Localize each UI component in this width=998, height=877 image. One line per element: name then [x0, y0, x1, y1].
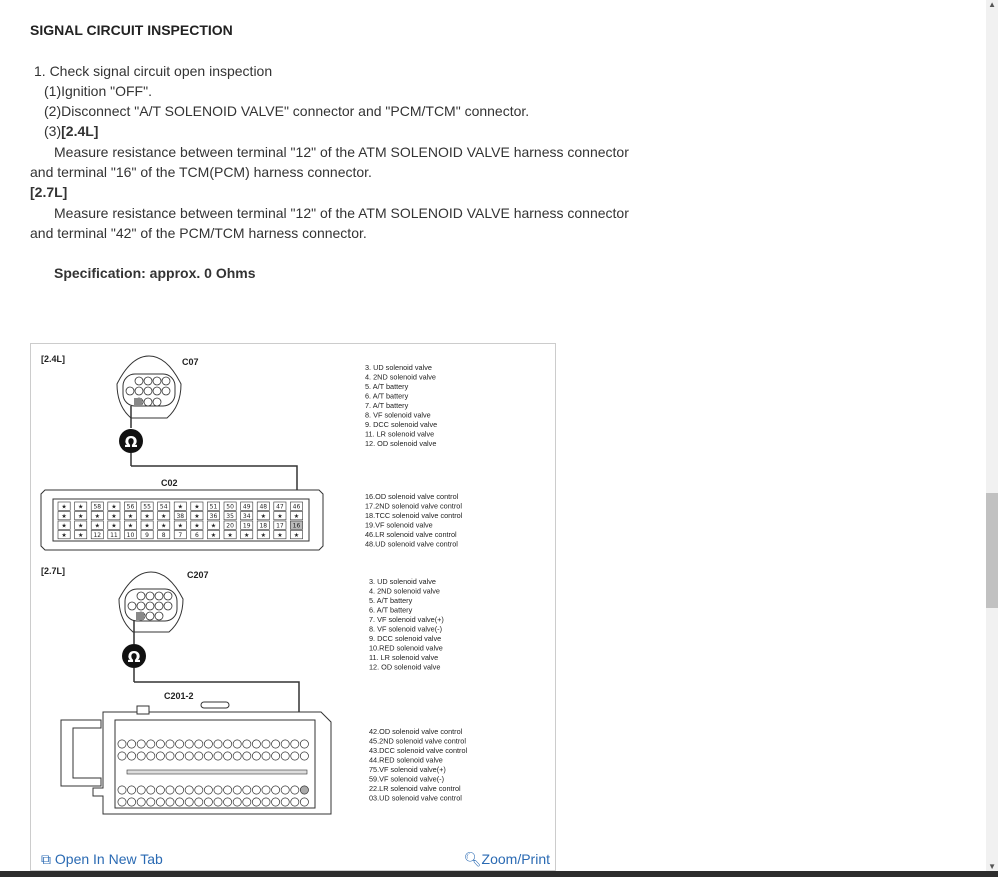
c02-terminal-label: 58 — [93, 503, 102, 511]
legend-entry: 11. LR solenoid valve — [365, 429, 435, 439]
c201-2-pin — [166, 752, 174, 760]
figure-footer — [31, 848, 555, 870]
c07-label: C07 — [182, 357, 199, 367]
c02-terminal-label: 56 — [126, 503, 135, 511]
c201-2-pin — [281, 740, 289, 748]
c201-2-pin — [137, 752, 145, 760]
c201-2-pin — [156, 752, 164, 760]
c201-2-pin — [176, 798, 184, 806]
c201-2-pin — [147, 798, 155, 806]
legend-entry: 8. VF solenoid valve(-) — [369, 624, 442, 634]
c201-2-pin — [147, 740, 155, 748]
c201-2-pin — [204, 752, 212, 760]
c07-legend — [365, 363, 437, 448]
c02-terminal-label: ★ — [177, 522, 183, 530]
c201-2-pin — [224, 798, 232, 806]
c02-terminal-label: ★ — [244, 532, 250, 540]
c02-terminal-label: 17 — [276, 522, 284, 530]
svg-text:Ω: Ω — [127, 648, 141, 666]
c201-2-pin — [233, 798, 241, 806]
c02-terminal-label: ★ — [61, 513, 67, 521]
c201-2-pin — [156, 786, 164, 794]
c201-2-pin — [204, 798, 212, 806]
c201-2-connector — [61, 702, 331, 814]
c201-2-pin — [147, 786, 155, 794]
c201-2-pin — [281, 786, 289, 794]
c02-terminal-label: ★ — [277, 513, 283, 521]
c201-2-pin — [166, 786, 174, 794]
legend-entry: 11. LR solenoid valve — [369, 653, 439, 662]
c201-2-pin — [233, 752, 241, 760]
c201-2-pin — [185, 740, 193, 748]
legend-entry: 18.TCC solenoid valve control — [365, 511, 463, 520]
c02-terminal-label: ★ — [78, 522, 84, 530]
c02-terminal-label: ★ — [111, 522, 117, 530]
legend-entry: 7. VF solenoid valve(+) — [369, 615, 444, 624]
legend-entry: 43.DCC solenoid valve control — [369, 746, 468, 755]
c02-terminal-label: 36 — [209, 513, 218, 521]
c02-terminal-label: ★ — [277, 532, 283, 540]
c02-terminal-label: 55 — [143, 503, 151, 511]
legend-entry: 42.OD solenoid valve control — [369, 727, 463, 736]
c02-terminal-label: ★ — [194, 522, 200, 530]
c02-terminal-label: ★ — [177, 503, 183, 511]
c201-2-pin — [118, 798, 126, 806]
c02-terminal-label: ★ — [227, 532, 233, 540]
c02-terminal-label: 49 — [242, 503, 251, 511]
c201-2-pin — [300, 740, 308, 748]
open-tab-icon: ⧉ — [41, 851, 51, 867]
c201-2-pin — [156, 798, 164, 806]
c02-terminal-label: ★ — [194, 503, 200, 511]
measure-2-4l-line2: and terminal "16" of the TCM(PCM) harness connector. — [30, 164, 372, 180]
c02-terminal-label: 9 — [145, 532, 150, 540]
c02-terminal-label: 50 — [226, 503, 234, 511]
legend-entry: 4. 2ND solenoid valve — [369, 586, 440, 596]
c201-2-pin — [195, 798, 203, 806]
zoom-icon: 🔍︎ — [463, 851, 482, 867]
c02-terminal-label: ★ — [210, 522, 217, 530]
bottom-taskbar — [0, 871, 998, 877]
c02-terminal-label: ★ — [78, 503, 84, 511]
c02-terminal-label: ★ — [210, 532, 217, 540]
c201-2-pin — [128, 798, 136, 806]
legend-entry: 7. A/T battery — [365, 401, 409, 410]
c201-2-pin — [262, 798, 270, 806]
c02-terminal-label: 47 — [276, 503, 284, 511]
legend-entry: 9. DCC solenoid valve — [365, 420, 438, 429]
c02-terminal-label: 54 — [159, 503, 168, 511]
c02-terminal-label: 11 — [110, 532, 118, 540]
legend-entry: 3. UD solenoid valve — [369, 577, 436, 586]
c201-2-pin — [281, 798, 289, 806]
c201-2-pin — [233, 786, 241, 794]
c201-2-pin — [185, 752, 193, 760]
c201-2-pin — [137, 740, 145, 748]
c02-terminal-label: ★ — [111, 503, 117, 511]
measure-2-4l-line1: Measure resistance between terminal "12" of the ATM SOLENOID VALVE harness connector — [54, 144, 629, 160]
step-1: 1. Check signal circuit open inspection — [34, 63, 273, 79]
c201-2-pin — [243, 786, 251, 794]
c201-2-pin — [185, 798, 193, 806]
c02-terminal-label: ★ — [293, 532, 300, 540]
legend-entry: 6. A/T battery — [369, 605, 413, 615]
c02-terminal-label: 38 — [176, 513, 185, 521]
c201-2-pin — [204, 740, 212, 748]
c02-terminal-label: ★ — [293, 513, 300, 521]
c201-2-pin — [300, 752, 308, 760]
c02-terminal-label: ★ — [94, 522, 100, 530]
c201-2-pin — [214, 786, 222, 794]
c02-terminal-label: ★ — [127, 522, 134, 530]
c201-2-pin — [272, 752, 280, 760]
c207-label: C207 — [187, 570, 209, 580]
c201-2-pin — [243, 752, 251, 760]
legend-entry: 12. OD solenoid valve — [365, 439, 437, 448]
engine-label-2-4l: [2.4L] — [61, 123, 99, 139]
c02-terminal-label: 10 — [126, 532, 135, 540]
c201-2-pin — [252, 752, 260, 760]
c201-2-pin — [262, 786, 270, 794]
specification: Specification: approx. 0 Ohms — [54, 265, 256, 281]
open-new-tab-link[interactable]: ⧉ Open In New Tab — [41, 851, 163, 867]
legend-entry: 12. OD solenoid valve — [369, 662, 441, 672]
c201-2-pin — [128, 740, 136, 748]
c201-2-pin — [118, 752, 126, 760]
legend-entry: 22.LR solenoid valve control — [369, 784, 461, 793]
c02-terminal-label: ★ — [127, 513, 134, 521]
c02-label: C02 — [161, 478, 178, 488]
svg-text:Ω: Ω — [124, 433, 138, 451]
step-1-2: (2)Disconnect "A/T SOLENOID VALVE" connector and "PCM/TCM" connector. — [44, 103, 530, 119]
c201-2-pin — [252, 740, 260, 748]
c02-terminal-label: ★ — [194, 513, 200, 521]
c02-terminal-label: ★ — [260, 513, 266, 521]
c201-2-pin — [214, 798, 222, 806]
c201-2-pin — [195, 786, 203, 794]
c02-terminal-label: 16 — [292, 522, 301, 530]
wiring-diagram — [31, 344, 557, 849]
c02-terminal-label: ★ — [260, 532, 266, 540]
c201-2-pin — [195, 740, 203, 748]
c201-2-pin — [156, 740, 164, 748]
vertical-scrollbar[interactable] — [986, 0, 998, 877]
c207-legend — [369, 577, 444, 672]
c02-terminal-label: ★ — [61, 532, 67, 540]
step-1-3-prefix: (3) — [44, 123, 62, 139]
legend-entry: 8. VF solenoid valve — [365, 410, 431, 420]
legend-entry: 19.VF solenoid valve — [365, 520, 433, 530]
zoom-print-link[interactable]: 🔍︎Zoom/Print — [463, 851, 550, 867]
legend-entry: 5. A/T battery — [369, 596, 413, 605]
page-title: SIGNAL CIRCUIT INSPECTION — [30, 22, 233, 38]
c201-2-pin — [281, 752, 289, 760]
legend-entry: 3. UD solenoid valve — [365, 363, 432, 372]
legend-entry: 16.OD solenoid valve control — [365, 492, 459, 501]
scroll-up-arrow-icon[interactable]: ▲ — [988, 0, 996, 9]
c02-terminal-label: 34 — [242, 513, 251, 521]
legend-entry: 10.RED solenoid valve — [369, 643, 443, 653]
c02-terminal-label: ★ — [61, 503, 67, 511]
c201-2-pin — [185, 786, 193, 794]
c201-2-pin — [300, 798, 308, 806]
c02-terminal-label: 19 — [242, 522, 251, 530]
c02-terminal-label: 8 — [161, 532, 166, 540]
c02-terminal-label: 6 — [194, 532, 199, 540]
c02-terminal-label: 48 — [259, 503, 268, 511]
c201-2-pin — [272, 798, 280, 806]
c201-2-pin — [137, 786, 145, 794]
c02-terminal-label: ★ — [61, 522, 67, 530]
c201-2-pin — [176, 752, 184, 760]
c201-2-pin — [137, 798, 145, 806]
c201-2-pin — [262, 752, 270, 760]
c02-terminal-label: ★ — [78, 532, 84, 540]
c201-2-pin — [147, 752, 155, 760]
scrollbar-thumb[interactable] — [986, 493, 998, 608]
legend-entry: 5. A/T battery — [365, 382, 409, 391]
c02-terminal-label: ★ — [144, 522, 150, 530]
c02-terminal-label: 51 — [209, 503, 218, 511]
c201-2-pin — [233, 740, 241, 748]
c201-2-pin — [243, 740, 251, 748]
section-2-4l-label: [2.4L] — [41, 354, 66, 364]
legend-entry: 4. 2ND solenoid valve — [365, 372, 436, 382]
legend-entry: 75.VF solenoid valve(+) — [369, 765, 446, 774]
c201-2-pin — [204, 786, 212, 794]
legend-entry: 45.2ND solenoid valve control — [369, 736, 466, 746]
section-2-7l-label: [2.7L] — [41, 566, 66, 576]
legend-entry: 03.UD solenoid valve control — [369, 793, 462, 803]
c201-2-pin — [214, 752, 222, 760]
c201-2-pin — [214, 740, 222, 748]
c201-2-pin — [300, 786, 308, 794]
c201-2-pin — [291, 752, 299, 760]
legend-entry: 59.VF solenoid valve(-) — [369, 774, 445, 784]
measure-2-7l-line1: Measure resistance between terminal "12" of the ATM SOLENOID VALVE harness connector — [54, 205, 629, 221]
c201-2-pin — [128, 786, 136, 794]
c07-connector — [117, 356, 181, 418]
c201-2-pin — [224, 740, 232, 748]
c02-legend — [365, 492, 463, 549]
wiring-diagram-figure — [30, 343, 556, 871]
measure-2-7l-line2: and terminal "42" of the PCM/TCM harness connector. — [30, 225, 367, 241]
c02-terminal-label: ★ — [111, 513, 117, 521]
legend-entry: 46.LR solenoid valve control — [365, 530, 457, 539]
step-1-3 — [44, 123, 98, 139]
c02-terminal-label: ★ — [144, 513, 150, 521]
c201-2-label: C201-2 — [164, 691, 194, 701]
c201-2-pin — [166, 740, 174, 748]
c201-2-pin — [272, 740, 280, 748]
c02-terminal-label: 20 — [226, 522, 234, 530]
c201-2-pin — [262, 740, 270, 748]
c201-2-pin — [252, 798, 260, 806]
c02-terminal-label: ★ — [161, 513, 167, 521]
c201-2-pin — [224, 786, 232, 794]
c02-terminal-label: ★ — [94, 513, 100, 521]
scroll-down-arrow-icon[interactable]: ▼ — [988, 862, 996, 871]
c201-2-pin — [224, 752, 232, 760]
c02-terminal-label: ★ — [161, 522, 167, 530]
c201-2-pin — [176, 740, 184, 748]
c02-terminal-label: 12 — [93, 532, 102, 540]
c02-terminal-label: 7 — [178, 532, 183, 540]
engine-label-2-7l: [2.7L] — [30, 184, 68, 200]
c02-connector — [41, 490, 323, 550]
c201-2-pin — [195, 752, 203, 760]
legend-entry: 6. A/T battery — [365, 391, 409, 401]
c201-2-pin — [291, 786, 299, 794]
c201-2-pin — [243, 798, 251, 806]
step-1-1: (1)Ignition "OFF". — [44, 83, 152, 99]
legend-entry: 44.RED solenoid valve — [369, 755, 443, 765]
c02-terminal-label: 35 — [226, 513, 234, 521]
c201-2-legend — [369, 727, 468, 803]
c02-terminal-label: ★ — [78, 513, 84, 521]
c201-2-pin — [166, 798, 174, 806]
c201-2-pin — [118, 786, 126, 794]
c201-2-pin — [291, 740, 299, 748]
c201-2-pin — [176, 786, 184, 794]
c02-terminal-label: 18 — [259, 522, 268, 530]
c201-2-pin — [118, 740, 126, 748]
legend-entry: 48.UD solenoid valve control — [365, 539, 458, 549]
c207-connector — [119, 572, 183, 632]
c201-2-pin — [252, 786, 260, 794]
legend-entry: 17.2ND solenoid valve control — [365, 501, 462, 511]
legend-entry: 9. DCC solenoid valve — [369, 634, 442, 643]
c201-2-pin — [291, 798, 299, 806]
c201-2-pin — [128, 752, 136, 760]
c02-terminal-label: 46 — [292, 503, 301, 511]
c201-2-pin — [272, 786, 280, 794]
